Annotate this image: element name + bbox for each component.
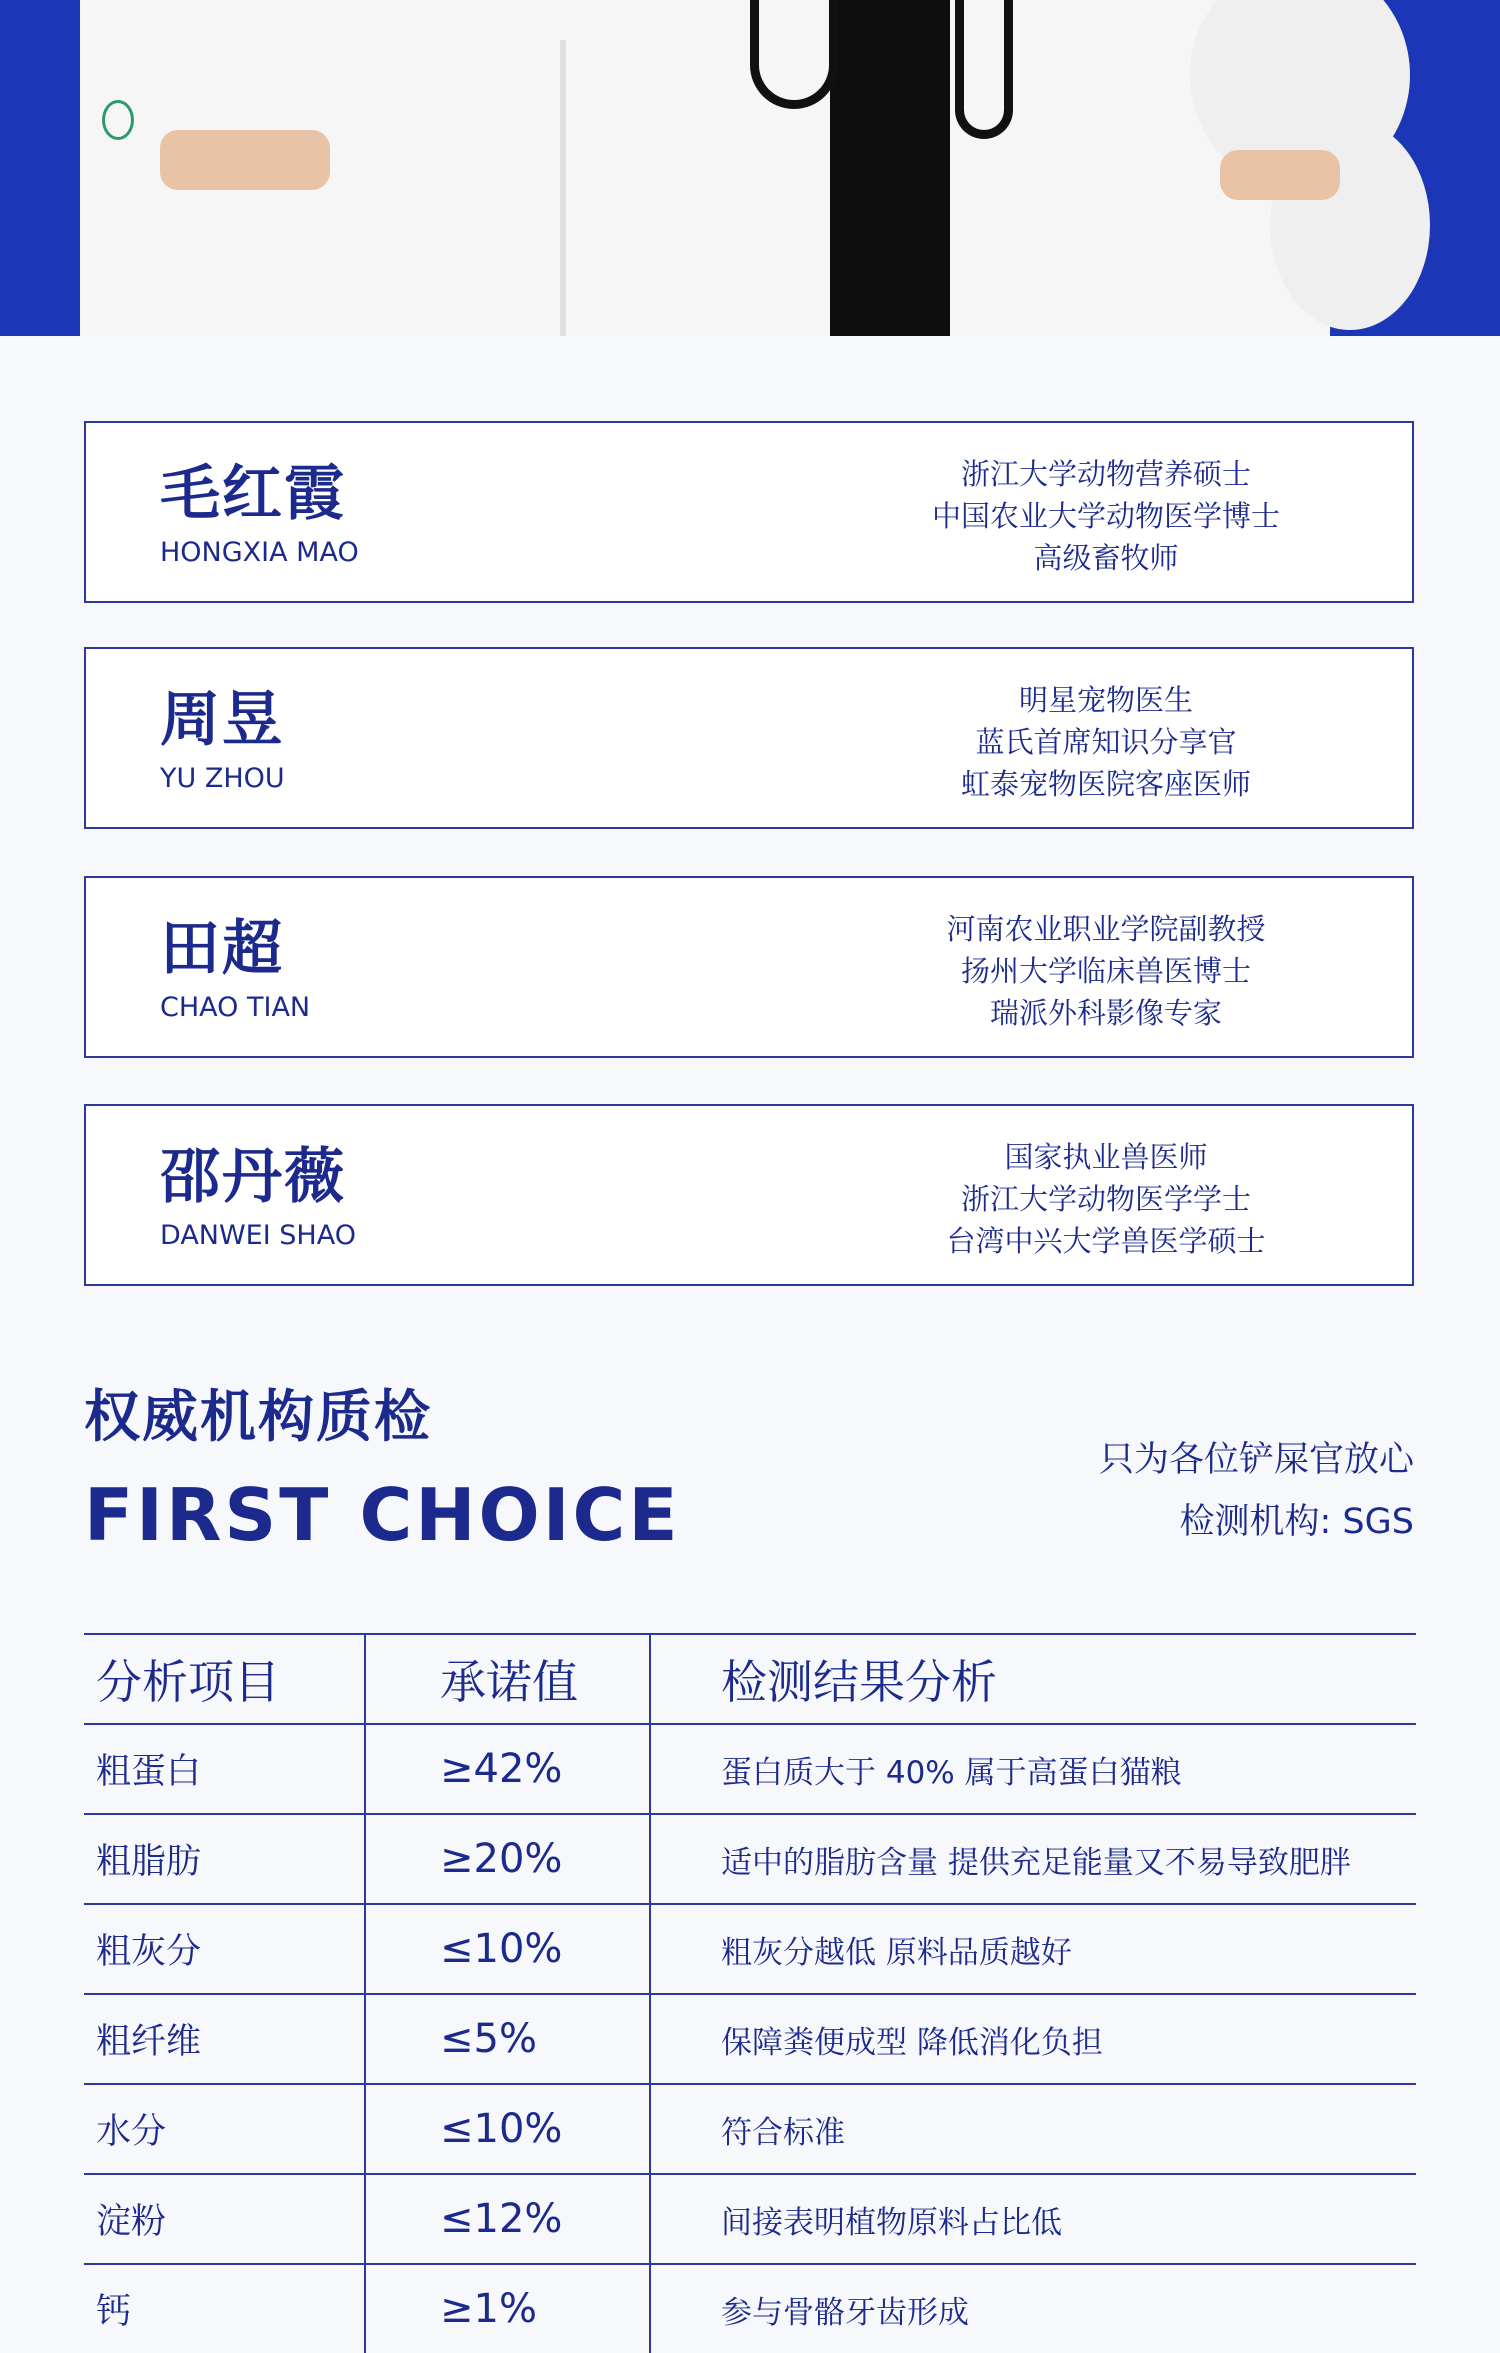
expert-name-en: YU ZHOU	[160, 763, 285, 794]
expert-name-cn: 邵丹薇	[160, 1142, 346, 1212]
hero-banner	[0, 0, 1500, 336]
cell-item: 粗纤维	[84, 1994, 365, 2084]
expert-credentials	[856, 679, 1356, 805]
hospital-logo-icon	[102, 100, 134, 140]
expert-name-en: HONGXIA MAO	[160, 537, 359, 568]
cell-value: ≥1%	[365, 2264, 650, 2353]
credential-line: 明星宠物医生	[1018, 683, 1193, 717]
credential-line: 台湾中兴大学兽医学硕士	[946, 1224, 1266, 1258]
credential-line: 国家执业兽医师	[1004, 1140, 1208, 1174]
expert-name-en: DANWEI SHAO	[160, 1220, 356, 1251]
stethoscope-icon	[750, 0, 838, 109]
cell-analysis: 蛋白质大于 40% 属于高蛋白猫粮	[650, 1724, 1416, 1814]
table-header-row	[84, 1634, 1416, 1724]
expert-card	[84, 421, 1414, 603]
coat-fold	[560, 40, 566, 336]
cell-analysis: 间接表明植物原料占比低	[650, 2174, 1416, 2264]
cell-item: 粗脂肪	[84, 1814, 365, 1904]
expert-credentials	[856, 453, 1356, 579]
cell-item: 水分	[84, 2084, 365, 2174]
doctor-figure-center	[330, 0, 810, 336]
credential-line: 扬州大学临床兽医博士	[960, 954, 1251, 988]
table-row	[84, 2084, 1416, 2174]
doctor-hand	[160, 130, 330, 190]
credential-line: 浙江大学动物医学学士	[960, 1182, 1251, 1216]
expert-card	[84, 1104, 1414, 1286]
column-header-analysis: 检测结果分析	[650, 1634, 1416, 1724]
expert-name-cn: 田超	[160, 914, 284, 984]
credential-line: 虹泰宠物医院客座医师	[960, 767, 1251, 801]
credential-line: 高级畜牧师	[1033, 541, 1179, 575]
cell-value: ≤10%	[365, 1904, 650, 1994]
cell-value: ≤12%	[365, 2174, 650, 2264]
table-row	[84, 2264, 1416, 2353]
quality-test-table	[84, 1633, 1416, 2353]
expert-name-en: CHAO TIAN	[160, 992, 311, 1023]
section-title-en: FIRST CHOICE	[84, 1473, 681, 1557]
expert-name-cn: 周昱	[160, 685, 284, 755]
table-row	[84, 1814, 1416, 1904]
cell-item: 粗灰分	[84, 1904, 365, 1994]
cell-item: 淀粉	[84, 2174, 365, 2264]
credential-line: 浙江大学动物营养硕士	[960, 457, 1251, 491]
cell-analysis: 参与骨骼牙齿形成	[650, 2264, 1416, 2353]
cell-value: ≤5%	[365, 1994, 650, 2084]
testing-agency: 检测机构: SGS	[1179, 1502, 1414, 1542]
credential-line: 河南农业职业学院副教授	[946, 912, 1266, 946]
expert-name-cn: 毛红霞	[160, 459, 346, 529]
cell-analysis: 粗灰分越低 原料品质越好	[650, 1904, 1416, 1994]
column-header-value: 承诺值	[365, 1634, 650, 1724]
expert-credentials	[856, 1136, 1356, 1262]
credential-line: 蓝氏首席知识分享官	[975, 725, 1237, 759]
stethoscope-icon-2	[955, 0, 1013, 139]
doctor-hand-cat	[1220, 150, 1340, 200]
expert-card	[84, 647, 1414, 829]
expert-card	[84, 876, 1414, 1058]
table-row	[84, 1994, 1416, 2084]
table-row	[84, 1724, 1416, 1814]
table-row	[84, 1904, 1416, 1994]
cell-value: ≥42%	[365, 1724, 650, 1814]
credential-line: 瑞派外科影像专家	[989, 996, 1222, 1030]
expert-credentials	[856, 908, 1356, 1034]
section-title-cn: 权威机构质检	[84, 1385, 432, 1450]
column-header-item: 分析项目	[84, 1634, 365, 1724]
section-subtitle: 只为各位铲屎官放心	[1098, 1440, 1414, 1480]
cell-value: ≤10%	[365, 2084, 650, 2174]
cell-analysis: 适中的脂肪含量 提供充足能量又不易导致肥胖	[650, 1814, 1416, 1904]
cell-analysis: 保障粪便成型 降低消化负担	[650, 1994, 1416, 2084]
black-shirt	[830, 0, 950, 336]
table-row	[84, 2174, 1416, 2264]
cell-item: 粗蛋白	[84, 1724, 365, 1814]
cell-item: 钙	[84, 2264, 365, 2353]
credential-line: 中国农业大学动物医学博士	[931, 499, 1280, 533]
cell-value: ≥20%	[365, 1814, 650, 1904]
cell-analysis: 符合标准	[650, 2084, 1416, 2174]
